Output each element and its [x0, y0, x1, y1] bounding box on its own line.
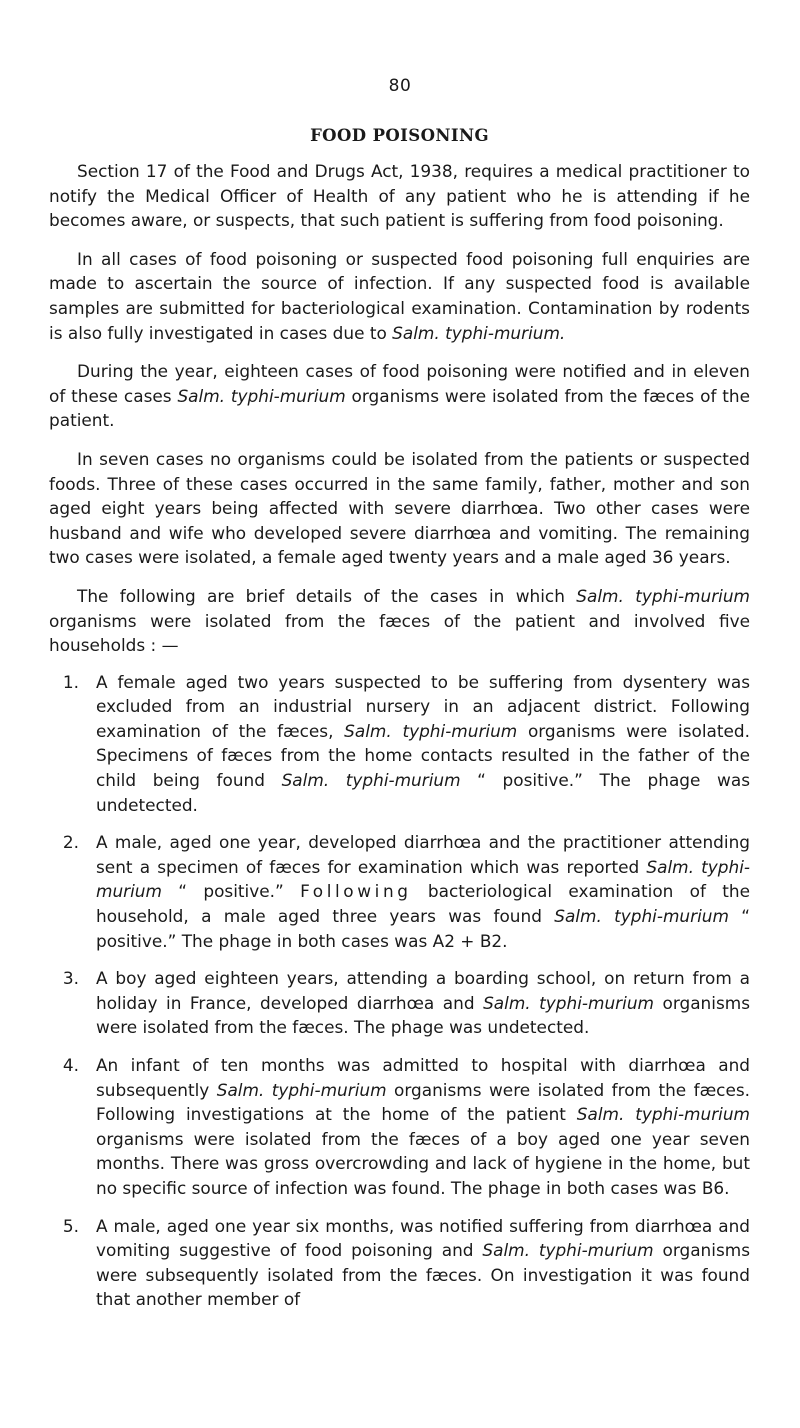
section-heading: FOOD POISONING — [310, 126, 489, 145]
case-text-part: A male, aged one year, developed diarrhœa and the practitioner attending sent a specimen of fæces for examination which was reported — [96, 832, 750, 877]
case-text-part: organisms were isolated from the fæces. The phage was undetected. — [96, 992, 751, 1038]
organism-name: Salm. typhi-murium — [344, 720, 518, 741]
organism-name: Salm. typhi-murium — [576, 1104, 750, 1125]
case-number: 3. — [62, 968, 79, 989]
case-text-part: A male, aged one year six months, was notified suffering from diarrhœa and vomiting suggestive of food poisoning and — [96, 1215, 750, 1261]
organism-name: Salm. typhi-murium — [96, 856, 750, 902]
paragraph-section-17 — [49, 159, 750, 233]
organism-name: Salm. typhi-murium — [177, 385, 346, 406]
page-number: 80 — [388, 76, 412, 96]
case-number: 2. — [62, 832, 79, 853]
case-item-2 — [49, 830, 750, 953]
case-text-part: A female aged two years suspected to be suffering from dysentery was excluded from an industrial nursery in an adjacent district. Following examination of the fæces, — [96, 671, 750, 741]
paragraph-text: In all cases of food poisoning or suspected food poisoning full enquiries are made to ascertain the source of infection. If any suspected food is available samples are submitted for bacteriological examination. Contamination by rodents is also fully investigated in cases due to — [49, 248, 750, 343]
case-text-part: organisms were subsequently isolated from the fæces. On investigation it was found that another member of — [96, 1240, 750, 1310]
paragraph-text: organisms were isolated from the fæces of the patient and involved five households : — — [49, 610, 750, 656]
organism-name: Salm. typhi-murium — [576, 585, 750, 606]
organism-name: Salm. typhi-murium — [281, 770, 461, 791]
case-item-5 — [49, 1214, 750, 1312]
case-number: 4. — [62, 1055, 79, 1075]
case-text — [96, 1053, 750, 1201]
case-item-1 — [49, 670, 750, 818]
paragraph-text: In seven cases no organisms could be isolated from the patients or suspected foods. Three of these cases occurred in the same family, father, mother and son aged eight years being affected with severe diarrhœa. Two other cases were husband and wife who developed severe diarrhœa and vomiting. The remaining two cases were isolated, a female aged twenty years and a male aged 36 years. — [49, 448, 750, 568]
paragraph-text: Section 17 of the Food and Drugs Act, 1938, requires a medical practitioner to notify the Medical Officer of Health of any patient who he is attending if he becomes aware, or suspects, that such patient is suffering from food poisoning. — [49, 161, 750, 231]
case-text — [96, 670, 750, 818]
case-item-3 — [49, 966, 750, 1040]
case-text — [96, 830, 750, 953]
paragraph-text: organisms were isolated from the fæces of the patient. — [49, 385, 750, 431]
case-text-part: bacteriological examination of the household, a male aged three years was found — [96, 881, 751, 927]
case-text-part: “ positive.” — [161, 881, 301, 902]
case-text-part: organisms were isolated. Specimens of fæces from the home contacts resulted in the father of the child being found — [96, 720, 750, 791]
case-text-part: organisms were isolated from the fæces of a boy aged one year seven months. There was gross overcrowding and lack of hygiene in the home, but no specific source of infection was found. The phage in both cases was B6. — [96, 1128, 750, 1198]
case-text-part: An infant of ten months was admitted to hospital with diarrhœa and subsequently — [96, 1055, 750, 1100]
organism-name: Salm. typhi-murium — [482, 1240, 654, 1261]
case-text-part: organisms were isolated from the fæces. Following investigations at the home of the patient — [96, 1079, 751, 1125]
case-number: 5. — [62, 1215, 79, 1236]
case-text-part: “ positive.” The phage was undetected. — [96, 770, 750, 815]
organism-name: Salm. typhi-murium — [554, 906, 729, 927]
organism-name: Salm. typhi-murium — [216, 1079, 387, 1100]
case-text-part: A boy aged eighteen years, attending a boarding school, on return from a holiday in France, developed diarrhœa and — [96, 968, 750, 1013]
paragraph-seven-cases — [49, 447, 750, 570]
spaced-word: Following — [300, 881, 412, 902]
case-text-part: “ positive.” The phage in both cases was A2 + B2. — [96, 906, 750, 951]
paragraph-during-year — [49, 359, 750, 433]
case-text — [96, 966, 750, 1040]
paragraph-text: During the year, eighteen cases of food poisoning were notified and in eleven of these cases — [49, 361, 750, 406]
organism-name: Salm. typhi-murium — [483, 992, 654, 1013]
paragraph-text: The following are brief details of the cases in which — [77, 585, 577, 606]
case-text — [96, 1214, 750, 1312]
case-list — [49, 670, 750, 1312]
paragraph-enquiries — [49, 247, 750, 345]
paragraph-following-details — [49, 584, 750, 658]
case-item-4 — [49, 1053, 750, 1201]
case-number: 1. — [62, 671, 79, 692]
organism-name: Salm. typhi-murium. — [392, 322, 566, 343]
